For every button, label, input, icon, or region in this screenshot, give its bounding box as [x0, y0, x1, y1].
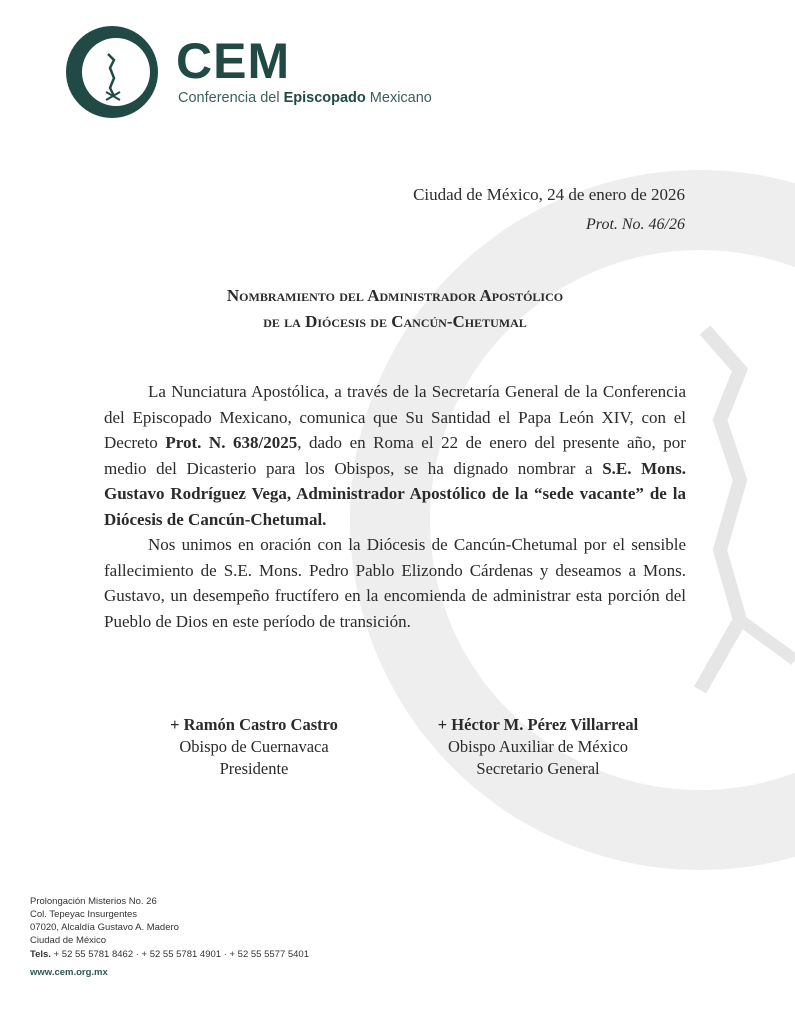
signer-name: + Ramón Castro Castro	[170, 715, 338, 734]
footer-address-line: 07020, Alcaldía Gustavo A. Madero	[30, 922, 179, 933]
body-paragraph-2: Nos unimos en oración con la Diócesis de Cancún-Chetumal por el sensible fallecimiento de S.E. Mons. Pedro Pablo Elizondo Cárdenas y deseamos a Mons. Gustavo, un desempeño fructífero en la encomienda de administrar esta porción del Pueblo de Dios en este período de transición.	[104, 535, 686, 631]
signer-position: Presidente	[219, 759, 289, 778]
cem-subtitle: Conferencia del Episcopado Mexicano	[178, 90, 432, 106]
signer-role: Obispo Auxiliar de México	[447, 737, 629, 756]
signature-secretary	[388, 714, 688, 780]
footer-phones: Tels. + 52 55 5781 8462 · + 52 55 5781 4901 · + 52 55 5577 5401	[30, 949, 309, 960]
signature-president	[104, 714, 404, 780]
body-paragraph-1: La Nunciatura Apostólica, a través de la Secretaría General de la Conferencia del Episcopado Mexicano, comunica que Su Santidad el Papa León XIV, con el Decreto Prot. N. 638/2025, dado en Roma el 22 de enero del presente año, por medio del Dicasterio para los Obispos, se ha dignado nombrar a S.E. Mons. Gustavo Rodríguez Vega, Administrador Apostólico de la “sede vacante” de la Diócesis de Cancún-Chetumal.	[104, 382, 686, 529]
cem-emblem-icon	[64, 24, 160, 120]
protocol-number: Prot. No. 46/26	[586, 216, 685, 233]
footer-website-link[interactable]: www.cem.org.mx	[30, 967, 108, 978]
document-dateline: Ciudad de México, 24 de enero de 2026	[413, 185, 685, 204]
signer-role: Obispo de Cuernavaca	[179, 737, 329, 756]
document-title-line2: de la Diócesis de Cancún-Chetumal	[263, 312, 527, 331]
footer-address-line: Col. Tepeyac Insurgentes	[30, 909, 138, 920]
cem-wordmark: CEM	[176, 33, 291, 89]
signer-name: + Héctor M. Pérez Villarreal	[437, 715, 639, 734]
footer-contact	[30, 895, 309, 979]
footer-address-line: Ciudad de México	[30, 935, 107, 946]
cem-logo	[64, 24, 444, 124]
signer-position: Secretario General	[476, 759, 600, 778]
document-title-line1: Nombramiento del Administrador Apostólico	[226, 286, 564, 305]
footer-address-line: Prolongación Misterios No. 26	[30, 896, 157, 907]
